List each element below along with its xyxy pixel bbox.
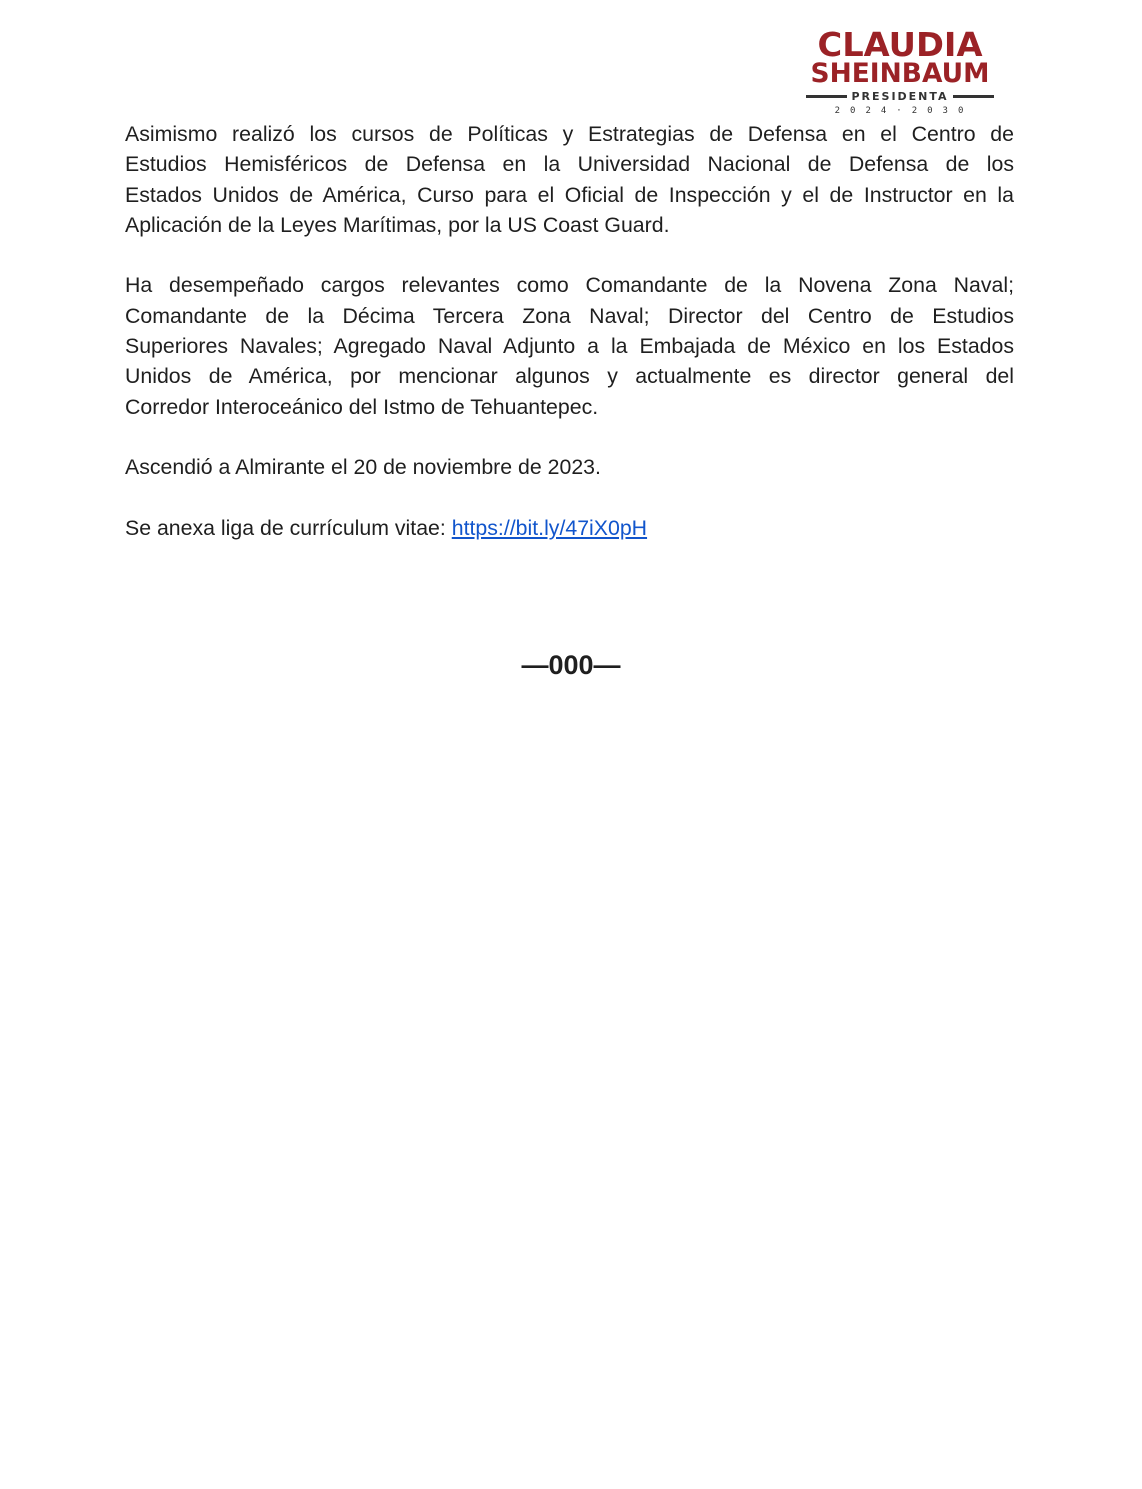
paragraph-line: Unidos de América, por mencionar algunos y actualmente es director general del	[125, 364, 1014, 389]
closing-mark: —000—	[521, 650, 621, 680]
logo-role: PRESIDENTA	[851, 90, 949, 103]
paragraph-line: Ha desempeñado cargos relevantes como Comandante de la Novena Zona Naval;	[125, 273, 1014, 298]
logo-years: 2024·2030	[834, 106, 974, 116]
logo-rule-right	[953, 95, 994, 98]
logo-name-first: CLAUDIA	[817, 25, 983, 64]
paragraph-line: Estudios Hemisféricos de Defensa en la Universidad Nacional de Defensa de los	[125, 152, 1014, 177]
logo-rule-left	[806, 95, 847, 98]
paragraph-line: Corredor Interoceánico del Istmo de Tehuantepec.	[125, 394, 599, 419]
paragraph-positions	[125, 270, 1014, 421]
paragraph-cv	[125, 513, 1014, 543]
cv-label: Se anexa liga de currículum vitae:	[125, 515, 452, 540]
campaign-logo	[806, 25, 994, 116]
paragraph-spacer	[125, 240, 1014, 270]
paragraph-promotion: Ascendió a Almirante el 20 de noviembre de 2023.	[125, 455, 601, 480]
paragraph-line: Aplicación de la Leyes Marítimas, por la US Coast Guard.	[125, 212, 670, 237]
paragraph-spacer	[125, 483, 1014, 513]
logo-role-row	[806, 90, 994, 103]
paragraph-line: Comandante de la Décima Tercera Zona Naval; Director del Centro de Estudios	[125, 303, 1014, 328]
logo-name-last: SHEINBAUM	[810, 58, 990, 89]
cv-link[interactable]: https://bit.ly/47iX0pH	[451, 515, 648, 540]
paragraph-line: Asimismo realizó los cursos de Políticas y Estrategias de Defensa en el Centro de	[125, 122, 1014, 146]
paragraph-line: Estados Unidos de América, Curso para el Oficial de Inspección y el de Instructor en la	[125, 182, 1014, 207]
paragraph-spacer	[125, 422, 1014, 452]
document-body	[125, 119, 1014, 543]
paragraph-courses	[125, 119, 1014, 240]
paragraph-line: Superiores Navales; Agregado Naval Adjunto a la Embajada de México en los Estados	[125, 334, 1014, 359]
